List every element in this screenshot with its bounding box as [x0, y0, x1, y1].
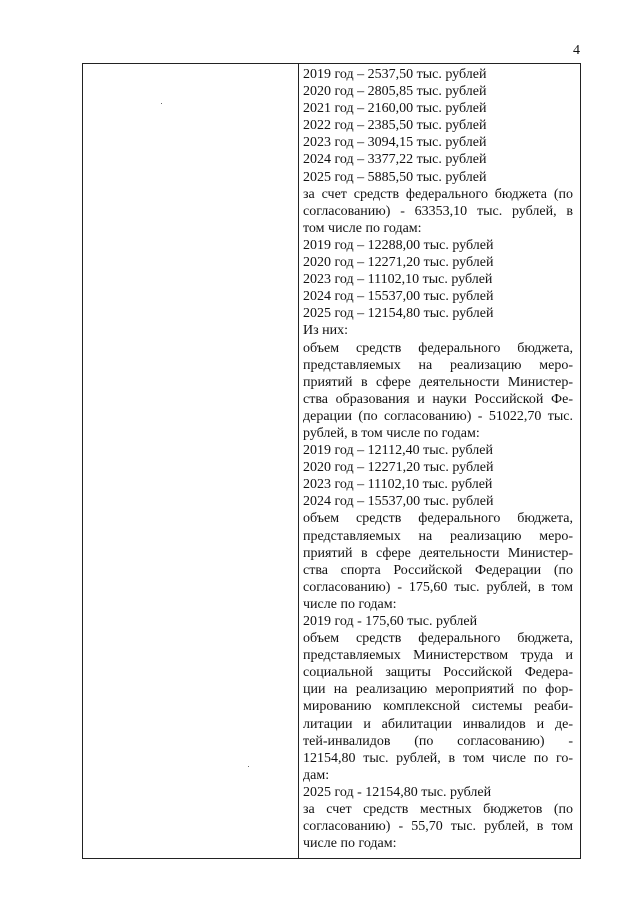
text-line: 2022 год – 2385,50 тыс. рублей [303, 118, 487, 134]
text-line: представляемых на реализацию меро- [303, 528, 573, 544]
text-line: рублей, в том числе по годам: [303, 425, 480, 441]
text-line: числе по годам: [303, 836, 397, 852]
text-line: за счет средств местных бюджетов (по [303, 802, 573, 818]
text-line: 2023 год – 11102,10 тыс. рублей [303, 272, 493, 288]
text-line: мированию комплексной системы реаби- [303, 699, 573, 715]
text-line: дерации (по согласованию) - 51022,70 тыс. [303, 408, 573, 424]
text-line: объем средств федерального бюджета, [303, 340, 573, 356]
text-line: 2025 год – 5885,50 тыс. рублей [303, 169, 487, 185]
text-line: Из них: [303, 323, 349, 339]
text-line: 2023 год – 3094,15 тыс. рублей [303, 135, 487, 151]
text-line: 2020 год – 12271,20 тыс. рублей [303, 255, 494, 271]
text-line: 2019 год – 2537,50 тыс. рублей [303, 67, 487, 82]
text-line: числе по годам: [303, 596, 397, 612]
text-line: объем средств федерального бюджета, [303, 511, 573, 527]
text-line: объем средств федерального бюджета, [303, 631, 573, 647]
text-line: 2020 год – 12271,20 тыс. рублей [303, 460, 494, 476]
text-line: 2024 год – 15537,00 тыс. рублей [303, 289, 494, 305]
text-line: представляемых Министерством труда и [303, 648, 573, 664]
text-line: 2025 год – 12154,80 тыс. рублей [303, 306, 494, 322]
text-line: 2019 год – 12288,00 тыс. рублей [303, 237, 494, 253]
text-line: согласованию) - 175,60 тыс. рублей, в том [303, 579, 573, 595]
text-line: социальной защиты Российской Федера- [303, 665, 573, 681]
text-line: 2019 год – 12112,40 тыс. рублей [303, 443, 493, 459]
text-line: ства спорта Российской Федерации (по [303, 562, 573, 578]
text-line: ции на реализацию мероприятий по фор- [303, 682, 573, 698]
text-line: 12154,80 тыс. рублей, в том числе по го- [303, 750, 573, 766]
text-line: приятий в сфере деятельности Министер- [303, 545, 573, 561]
table-column-divider [298, 64, 299, 858]
funding-table [82, 63, 581, 859]
page-number: 4 [573, 43, 580, 58]
text-line: 2024 год – 15537,00 тыс. рублей [303, 494, 494, 510]
scan-speck [161, 103, 162, 104]
text-line: 2024 год – 3377,22 тыс. рублей [303, 152, 487, 168]
text-line: представляемых на реализацию меро- [303, 357, 573, 373]
text-line: 2019 год - 175,60 тыс. рублей [303, 614, 478, 629]
table-left-cell [83, 64, 298, 858]
text-line: ства образования и науки Российской Фе- [303, 391, 573, 407]
text-line: том числе по годам: [303, 220, 422, 236]
text-line: литации и абилитации инвалидов и де- [303, 716, 573, 732]
table-right-cell [303, 66, 573, 852]
text-line: 2023 год – 11102,10 тыс. рублей [303, 477, 493, 493]
text-line: согласованию) - 63353,10 тыс. рублей, в [303, 203, 573, 219]
text-line: 2025 год - 12154,80 тыс. рублей [303, 784, 492, 800]
text-line: за счет средств федерального бюджета (по [303, 186, 573, 202]
text-line: согласованию) - 55,70 тыс. рублей, в том [303, 819, 573, 835]
text-line: 2021 год – 2160,00 тыс. рублей [303, 101, 487, 117]
text-line: дам: [303, 767, 330, 783]
text-line: тей-инвалидов (по согласованию) - [303, 733, 573, 749]
scan-speck [248, 766, 249, 767]
text-line: приятий в сфере деятельности Министер- [303, 374, 573, 390]
text-line: 2020 год – 2805,85 тыс. рублей [303, 84, 487, 100]
